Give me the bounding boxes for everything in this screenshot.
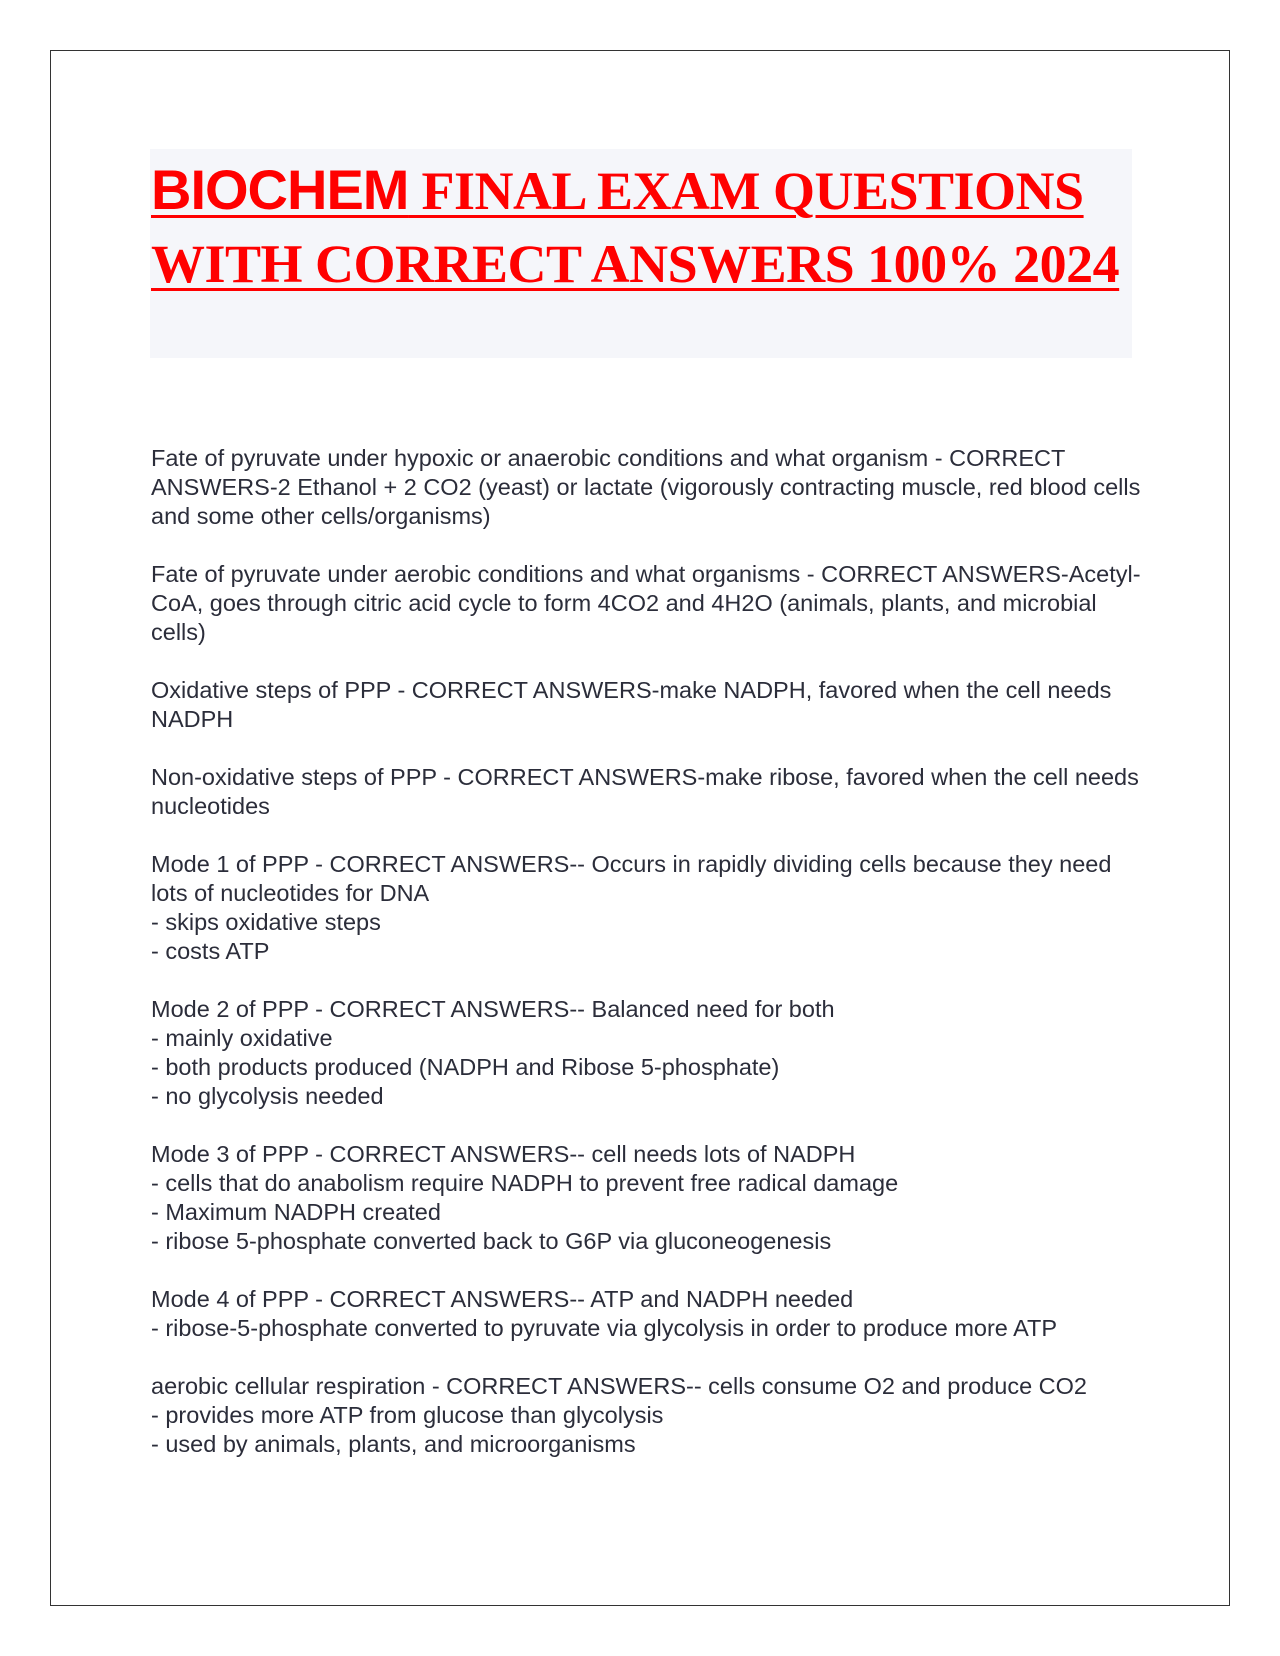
qa-item: Oxidative steps of PPP - CORRECT ANSWERS-make NADPH, favored when the cell needs NADPH (151, 677, 1118, 732)
title-rest: FINAL EXAM QUESTIONS WITH CORRECT ANSWERS 100% 2024 (151, 161, 1120, 294)
qa-item: aerobic cellular respiration - CORRECT ANSWERS-- cells consume O2 and produce CO2 - provides more ATP from glucose than glycolysis - used by animals, plants, and microorganisms (151, 1373, 1087, 1457)
qa-item: Mode 3 of PPP - CORRECT ANSWERS-- cell needs lots of NADPH - cells that do anabolism require NADPH to prevent free radical damage - Maximum NADPH created - ribose 5-phosphate converted back to G6P via gluconeogenesis (151, 1141, 899, 1254)
qa-item: Fate of pyruvate under hypoxic or anaerobic conditions and what organism - CORRECT ANSWERS-2 Ethanol + 2 CO2 (yeast) or lactate (vigorously contracting muscle, red blood cells and some other cells/organisms) (151, 445, 1147, 529)
title-lead: BIOCHEM (151, 158, 409, 221)
title-banner (150, 149, 1132, 358)
qa-item: Mode 1 of PPP - CORRECT ANSWERS-- Occurs in rapidly dividing cells because they need lots of nucleotides for DNA - skips oxidative steps - costs ATP (151, 851, 1112, 964)
qa-item: Fate of pyruvate under aerobic conditions and what organisms - CORRECT ANSWERS-Acetyl-CoA, goes through citric acid cycle to form 4CO2 and 4H2O (animals, plants, and microbial cells) (151, 561, 1141, 645)
qa-item: Mode 2 of PPP - CORRECT ANSWERS-- Balanced need for both - mainly oxidative - both products produced (NADPH and Ribose 5-phosphate) - no glycolysis needed (151, 996, 835, 1109)
qa-item: Mode 4 of PPP - CORRECT ANSWERS-- ATP and NADPH needed - ribose-5-phosphate converted to pyruvate via glycolysis in order to produce more ATP (151, 1286, 1058, 1341)
qa-list (151, 444, 1147, 1488)
document-title (150, 149, 1132, 301)
qa-item: Non-oxidative steps of PPP - CORRECT ANSWERS-make ribose, favored when the cell needs nucleotides (151, 764, 1146, 819)
